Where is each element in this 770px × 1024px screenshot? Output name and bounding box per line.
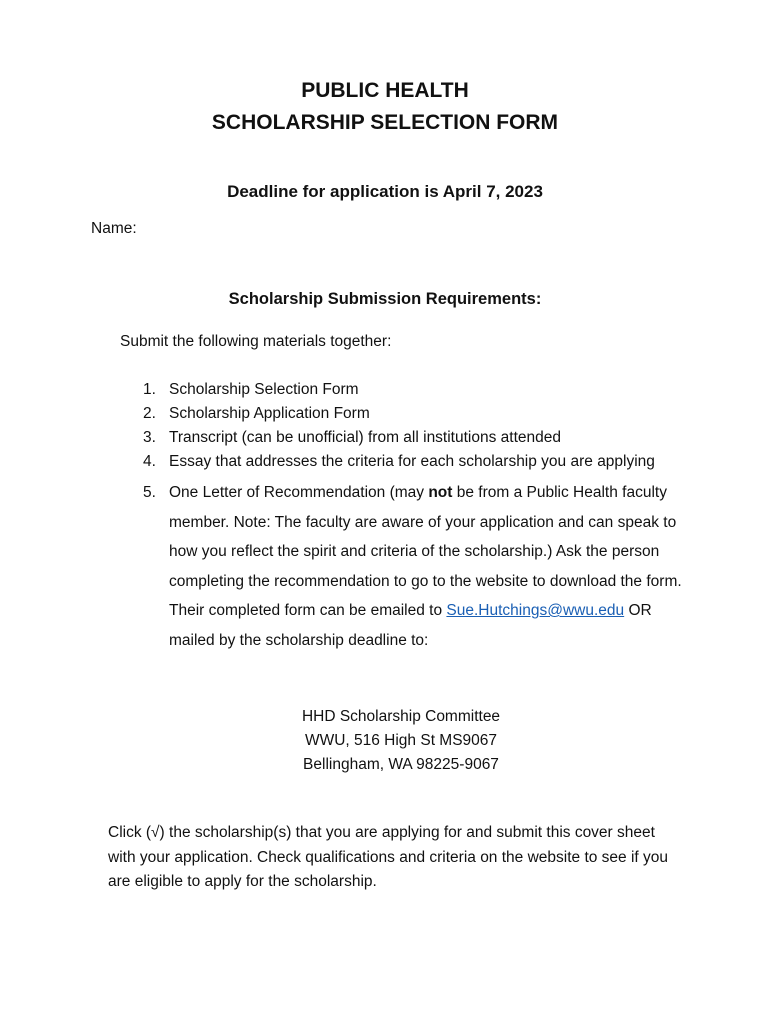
deadline-notice: Deadline for application is April 7, 2023 [227,182,543,201]
email-link[interactable]: Sue.Hutchings@wwu.edu [446,602,625,619]
page-title [0,75,770,139]
list-item [143,378,698,402]
list-item-number: 2. [143,405,156,422]
address-line-2: WWU, 516 High St MS9067 [304,732,498,749]
list-item [143,402,698,426]
mailing-address [16,705,770,777]
list-item-text: Essay that addresses the criteria for each scholarship you are applying [169,453,655,470]
requirements-list [143,378,698,655]
address-line-3: Bellingham, WA 98225-9067 [303,756,499,773]
list-item-text-continued: be from a Public Health faculty member. Note: The faculty are aware of your application and can speak to how you reflect the spirit and criteria of the scholarship.) Ask the person completing the recommendation to go to the website to download the form. Their completed form can be emailed to [169,484,682,619]
list-item-number: 1. [143,381,156,398]
list-item-number: 5. [143,484,156,501]
list-item-text: Scholarship Selection Form [169,381,359,398]
emphasis-not: not [428,484,453,501]
list-item-number: 3. [143,429,156,446]
name-label: Name: [91,220,137,237]
list-item-text: Transcript (can be unofficial) from all institutions attended [169,429,561,446]
list-item-number: 4. [143,453,156,470]
title-line-2: SCHOLARSHIP SELECTION FORM [211,111,559,134]
list-item-text: One Letter of Recommendation (may [169,484,429,501]
list-item-text: Scholarship Application Form [169,405,370,422]
requirements-intro: Submit the following materials together: [120,333,392,350]
list-item [143,478,689,655]
list-item [143,426,698,450]
address-line-1: HHD Scholarship Committee [301,708,501,725]
list-item [143,450,698,474]
list-item-text-end: OR mailed by the scholarship deadline to: [169,602,652,649]
title-line-1: PUBLIC HEALTH [301,79,469,102]
instructions-paragraph: Click (√) the scholarship(s) that you are applying for and submit this cover sheet with your application. Check qualifications and criteria on the website to see if you are eligible to apply for the scholarship. [108,824,669,890]
requirements-heading: Scholarship Submission Requirements: [228,290,542,308]
